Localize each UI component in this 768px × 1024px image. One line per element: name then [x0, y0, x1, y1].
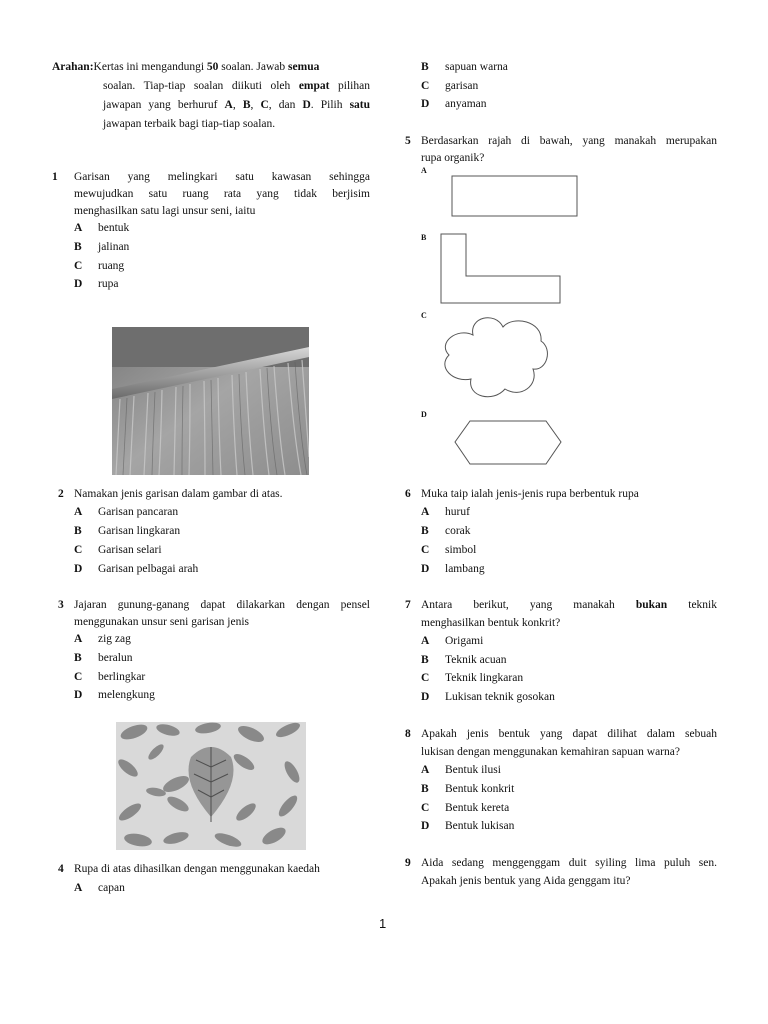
q5-figure-label-c: C [421, 311, 427, 320]
q8-number: 8 [405, 728, 411, 740]
q2-option-b[interactable]: B Garisan lingkaran [74, 525, 181, 537]
q6-number: 6 [405, 488, 411, 500]
q5-organic-flower-shape[interactable] [435, 313, 555, 401]
instructions-line-3: jawapan yang berhuruf A, B, C, dan D. Pilih satu [103, 99, 371, 111]
q1-option-c[interactable]: C ruang [74, 260, 125, 272]
q7-option-a[interactable]: A Origami [421, 635, 484, 647]
q2-number: 2 [58, 488, 64, 500]
q3-number: 3 [58, 599, 64, 611]
q6-option-b[interactable]: B corak [421, 525, 471, 537]
q7-text-line-2: menghasilkan bentuk konkrit? [421, 617, 561, 629]
q3-option-a[interactable]: A zig zag [74, 633, 131, 645]
q5-figure-label-a: A [421, 166, 427, 175]
q9-text-line-2: Apakah jenis bentuk yang Aida genggam itu? [421, 875, 631, 887]
q8-option-a[interactable]: A Bentuk ilusi [421, 764, 501, 776]
q2-option-d[interactable]: D Garisan pelbagai arah [74, 563, 199, 575]
q1-text-line-3: menghasilkan satu lagi unsur seni, iaitu [74, 205, 256, 217]
instructions-line-1: Arahan:Kertas ini mengandungi 50 soalan. Jawab semua [52, 61, 320, 73]
instructions-label: Arahan: [52, 61, 94, 73]
q2-option-c[interactable]: C Garisan selari [74, 544, 162, 556]
q3-text-line-2: menggunakan unsur seni garisan jenis [74, 616, 250, 628]
page-number: 1 [379, 916, 387, 931]
q2-text-line-1: Namakan jenis garisan dalam gambar di atas. [74, 488, 283, 500]
q7-option-c[interactable]: C Teknik lingkaran [421, 672, 524, 684]
q7-text-line-1: Antara berikut, yang manakah bukan teknik [421, 599, 717, 611]
q6-option-a[interactable]: A huruf [421, 506, 470, 518]
q5-l-shape[interactable] [420, 228, 565, 306]
q5-figure-label-d: D [421, 410, 427, 419]
q5-text-line-2: rupa organik? [421, 152, 485, 164]
q4-option-d[interactable]: D anyaman [421, 98, 487, 110]
q4-option-c[interactable]: C garisan [421, 80, 479, 92]
q7-option-b[interactable]: B Teknik acuan [421, 654, 507, 666]
q9-text-line-1: Aida sedang menggenggam duit syiling lima puluh sen. [421, 857, 717, 869]
banana-leaf-photo [112, 327, 309, 475]
instructions-line-4: jawapan terbaik bagi tiap-tiap soalan. [103, 118, 276, 130]
q2-option-a[interactable]: A Garisan pancaran [74, 506, 179, 518]
q9-number: 9 [405, 857, 411, 869]
q4-text-line-1: Rupa di atas dihasilkan dengan menggunakan kaedah [74, 863, 320, 875]
q4-option-a[interactable]: A capan [74, 882, 125, 894]
q1-option-b[interactable]: B jalinan [74, 241, 130, 253]
q6-option-d[interactable]: D lambang [421, 563, 485, 575]
q7-number: 7 [405, 599, 411, 611]
leaf-print-photo [116, 722, 306, 850]
q5-text-line-1: Berdasarkan rajah di bawah, yang manakah merupakan [421, 135, 717, 147]
q1-option-d[interactable]: D rupa [74, 278, 119, 290]
q1-text-line-1: Garisan yang melingkari satu kawasan sehingga [74, 171, 370, 183]
q5-hexagon-shape[interactable] [452, 418, 564, 468]
q3-option-b[interactable]: B beralun [74, 652, 133, 664]
q8-option-d[interactable]: D Bentuk lukisan [421, 820, 515, 832]
q8-option-c[interactable]: C Bentuk kereta [421, 802, 510, 814]
q1-text-line-2: mewujudkan satu ruang rata yang tidak berjisim [74, 188, 370, 200]
q5-figure-label-b: B [421, 233, 427, 242]
q8-text-line-1: Apakah jenis bentuk yang dapat dilihat dalam sebuah [421, 728, 717, 740]
q4-number: 4 [58, 863, 64, 875]
q1-option-a[interactable]: A bentuk [74, 222, 130, 234]
q6-text-line-1: Muka taip ialah jenis-jenis rupa berbentuk rupa [421, 488, 639, 500]
q3-option-d[interactable]: D melengkung [74, 689, 155, 701]
q3-option-c[interactable]: C berlingkar [74, 671, 146, 683]
q1-number: 1 [52, 171, 58, 183]
q3-text-line-1: Jajaran gunung-ganang dapat dilakarkan dengan pensel [74, 599, 370, 611]
q4-option-b[interactable]: B sapuan warna [421, 61, 508, 73]
q5-number: 5 [405, 135, 411, 147]
instructions-line-2: soalan. Tiap-tiap soalan diikuti oleh empat pilihan [103, 80, 370, 92]
q7-option-d[interactable]: D Lukisan teknik gosokan [421, 691, 555, 703]
q6-option-c[interactable]: C simbol [421, 544, 477, 556]
q5-rectangle-shape[interactable] [420, 168, 582, 218]
q8-option-b[interactable]: B Bentuk konkrit [421, 783, 515, 795]
q8-text-line-2: lukisan dengan menggunakan kemahiran sapuan warna? [421, 746, 680, 758]
